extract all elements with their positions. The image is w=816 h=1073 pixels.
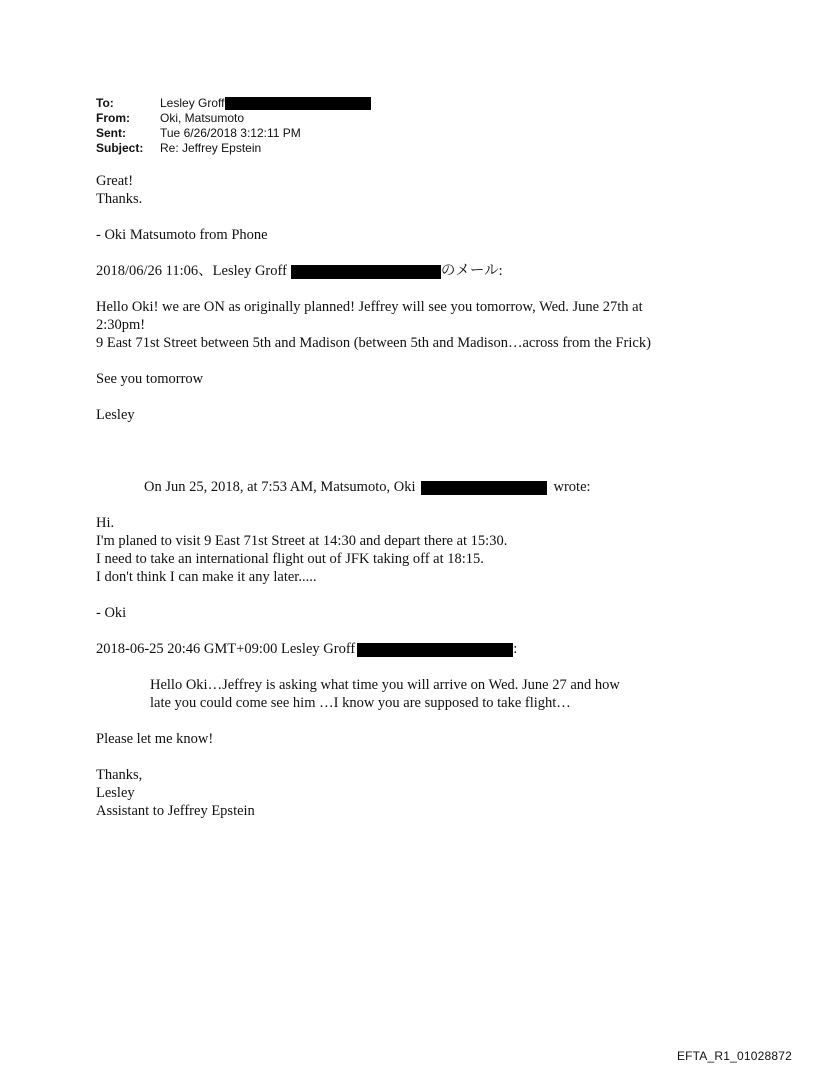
quote-line: Lesley	[96, 785, 135, 801]
quote-intro-suffix: のメール:	[440, 263, 503, 279]
quote-intro	[96, 478, 736, 496]
sent-row	[96, 126, 371, 141]
redaction-bar	[357, 643, 513, 657]
quote-line: Assistant to Jeffrey Epstein	[96, 803, 255, 819]
quote-line: 9 East 71st Street between 5th and Madison (between 5th and Madison…across from the Frick)	[96, 335, 651, 351]
quote-signature: Lesley	[96, 407, 135, 423]
redaction-bar	[421, 481, 547, 495]
quote-line: Hello Oki…Jeffrey is asking what time you will arrive on Wed. June 27 and how	[150, 677, 620, 693]
to-label: To:	[96, 96, 114, 110]
quote-line: I don't think I can make it any later.....	[96, 569, 317, 585]
quote-intro-text: 2018/06/26 11:06、Lesley Groff	[96, 263, 287, 279]
to-value	[160, 96, 371, 111]
signature-line: - Oki Matsumoto from Phone	[96, 227, 268, 243]
subject-value: Re: Jeffrey Epstein	[160, 141, 262, 155]
email-body	[96, 172, 736, 820]
body-line: Great!	[96, 173, 134, 189]
to-row	[96, 96, 371, 111]
quote-intro-text: On Jun 25, 2018, at 7:53 AM, Matsumoto, Oki	[144, 479, 416, 495]
quote-line: Thanks,	[96, 767, 143, 783]
quote-line: I'm planed to visit 9 East 71st Street at 14:30 and depart there at 15:30.	[96, 533, 508, 549]
subject-label: Subject:	[96, 141, 144, 155]
document-id: EFTA_R1_01028872	[676, 1049, 792, 1063]
quote-intro-text: 2018-06-25 20:46 GMT+09:00 Lesley Groff	[96, 641, 356, 657]
quote-line: Please let me know!	[96, 731, 214, 747]
quote-line: Hello Oki! we are ON as originally planned! Jeffrey will see you tomorrow, Wed. June 27th at	[96, 299, 643, 315]
quote-intro-suffix: :	[513, 641, 518, 657]
sent-value: Tue 6/26/2018 3:12:11 PM	[160, 126, 301, 140]
to-name: Lesley Groff	[160, 96, 225, 110]
quote-line: I need to take an international flight out of JFK taking off at 18:15.	[96, 551, 484, 567]
from-label: From:	[96, 111, 130, 125]
quote-signature: - Oki	[96, 605, 127, 621]
body-line: Thanks.	[96, 191, 143, 207]
subject-row	[96, 141, 371, 156]
quote-line: Hi.	[96, 515, 115, 531]
quote-line: See you tomorrow	[96, 371, 204, 387]
quote-intro-suffix: wrote:	[553, 479, 591, 495]
quote-intro	[96, 262, 736, 280]
from-value: Oki, Matsumoto	[160, 111, 245, 125]
quote-line: 2:30pm!	[96, 317, 146, 333]
email-header	[96, 96, 371, 156]
quote-intro	[96, 640, 736, 658]
quote-line: late you could come see him …I know you are supposed to take flight…	[150, 695, 571, 711]
redaction-bar	[291, 265, 441, 279]
from-row	[96, 111, 371, 126]
sent-label: Sent:	[96, 126, 126, 140]
redaction-bar	[225, 97, 371, 110]
